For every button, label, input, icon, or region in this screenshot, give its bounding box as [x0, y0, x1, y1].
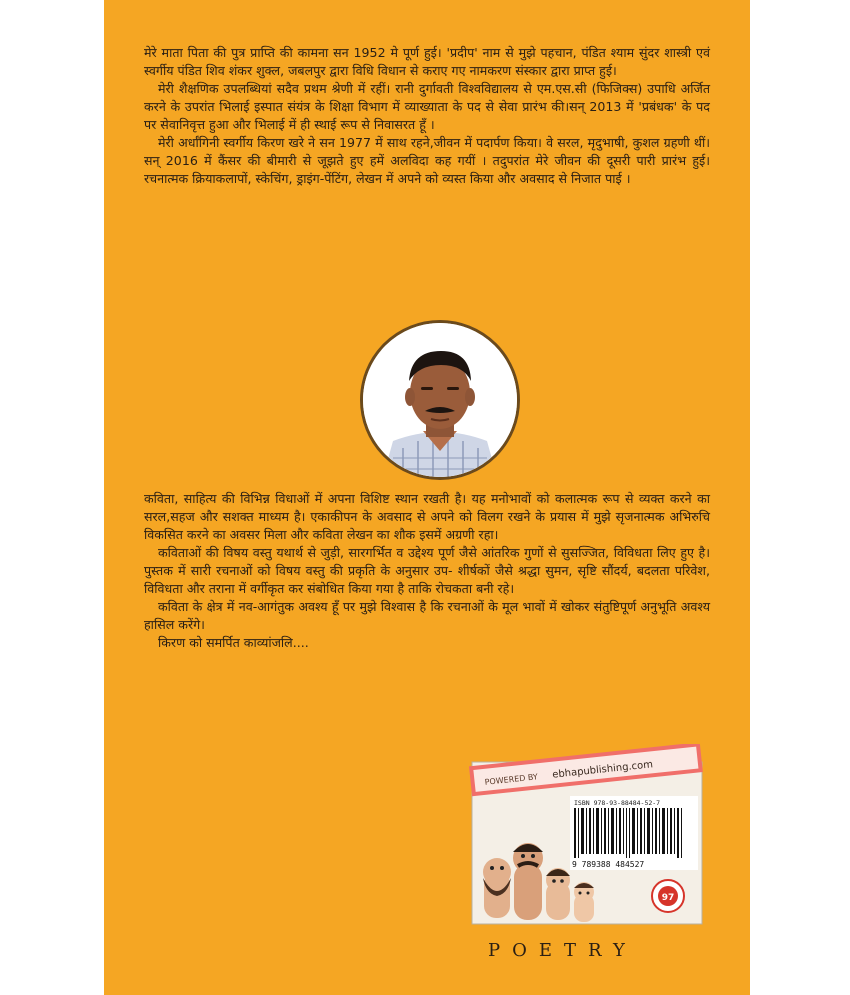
bio-paragraph-2: मेरी शैक्षणिक उपलब्धियां सदैव प्रथम श्रेणी में रहीं। रानी दुर्गावती विश्वविद्यालय से एम.एस.सी (फिजिक्स) उपाधि अर्जित करने के उपरांत भिलाई इस्पात संयंत्र के शिक्षा विभाग में व्याख्याता के पद से सेवा प्रारंभ की।सन् 2013 में 'प्रबंधक' के पद पर सेवानिवृत्त हुआ और भिलाई में ही स्थाई रूप से निवासरत हूँ ।	[144, 81, 710, 132]
bio-paragraph-3: मेरी अर्धांगिनी स्वर्गीय किरण खरे ने सन 1977 में साथ रहने,जीवन में पदार्पण किया। वे सरल, मृदुभाषी, कुशल ग्रहणी थीं। सन् 2016 में कैंसर की बीमारी से जूझते हुए हमें अलविदा कह गयीं । तदुपरांत मेरे जीवन की दूसरी पारी प्रारंभ हुई। रचनात्मक क्रियाकलापों, स्केचिंग, ड्राइंग-पेंटिंग, लेखन में अपने को व्यस्त किया और अवसाद से निजात पाई ।	[144, 135, 710, 186]
powered-by-text: POWERED BY	[484, 772, 539, 787]
description-paragraph-1: कविता, साहित्य की विभिन्न विधाओं में अपना विशिष्ट स्थान रखती है। यह मनोभावों को कलात्मक रूप से व्यक्त करने का सरल,सहज और सशक्त माध्यम है। एकाकीपन के अवसाद से अपने को विलग रखने के प्रयास में मुझे सृजनात्मक अभिरुचि विकसित करने का अवसर मिला और कविता लेखन का शौक इसमें अग्रणी रहा।	[144, 491, 710, 542]
back-cover	[104, 0, 750, 995]
dedication-line: किरण को समर्पित काव्यांजलि....	[158, 635, 309, 650]
author-portrait-illustration	[363, 323, 517, 477]
description-paragraph-3: कविता के क्षेत्र में नव-आगंतुक अवश्य हूँ पर मुझे विश्वास है कि रचनाओं के मूल भावों में खोकर संतुष्टिपूर्ण अनुभूति अवश्य हासिल करेंगे।	[144, 599, 710, 632]
publisher-barcode-card	[468, 744, 706, 928]
seal-text: 97	[661, 893, 675, 903]
description-paragraph-2: कविताओं की विषय वस्तु यथार्थ से जुड़ी, सारगर्भित व उद्देश्य पूर्ण जैसे आंतरिक गुणों से सुसज्जित, विविधता लिए हुए है। पुस्तक में सारी रचनाओं को विषय वस्तु की प्रकृति के अनुसार उप- शीर्षकों जैसे श्रद्धा सुमन, सृष्टि सौंदर्य, बदलता परिवेश, विविधता और तराना में वर्गीकृत कर संबोधित किया गया है ताकि रोचकता बनी रहे।	[144, 545, 710, 596]
poetry-description-text	[144, 490, 710, 652]
genre-label: POETRY	[488, 940, 637, 961]
author-bio-text	[144, 44, 710, 188]
isbn-label: ISBN 978-93-88484-52-7	[574, 799, 661, 807]
barcode-number: 9 789388 484527	[572, 860, 645, 869]
bio-paragraph-1: मेरे माता पिता की पुत्र प्राप्ति की कामना सन 1952 मे पूर्ण हुई। 'प्रदीप' नाम से मुझे पहचान, पंडित श्याम सुंदर शास्त्री एवं स्वर्गीय पंडित शिव शंकर शुक्ल, जबलपुर द्वारा विधि विधान से कराए गए नामकरण संस्कार द्वारा प्राप्त हुई।	[144, 45, 710, 78]
barcode-card-graphic	[468, 744, 706, 928]
publisher-site-text: ebhapublishing.com	[551, 759, 654, 781]
author-photo	[360, 320, 520, 480]
